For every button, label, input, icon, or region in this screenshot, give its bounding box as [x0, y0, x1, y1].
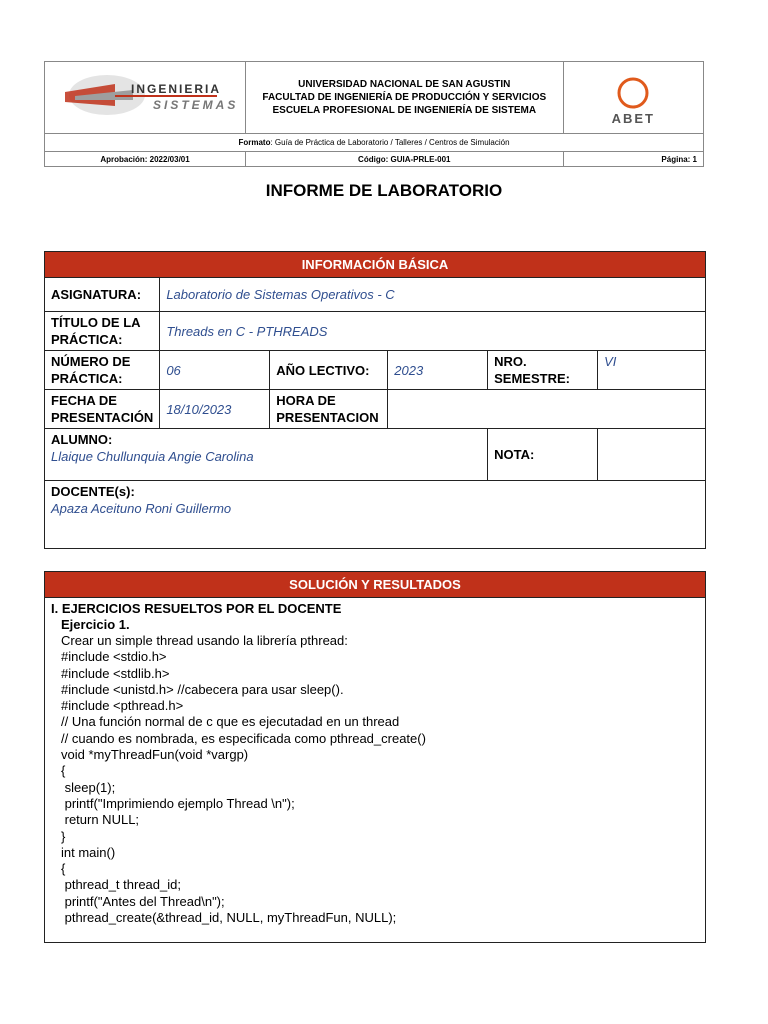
alumno-value: Llaique Chullunquia Angie Carolina [51, 449, 254, 464]
format-label: Formato [238, 138, 271, 147]
nota-value [598, 429, 706, 481]
code-line: Crear un simple thread usando la librería pthread: [61, 633, 348, 648]
code-line: // cuando es nombrada, es especificada como pthread_create() [61, 730, 426, 746]
nota-label: NOTA: [488, 429, 598, 481]
school-name: ESCUELA PROFESIONAL DE INGENIERÍA DE SISTEMA [272, 105, 537, 116]
code-line: printf("Imprimiendo ejemplo Thread \n"); [61, 795, 295, 811]
code-line: // Una función normal de c que es ejecutadad en un thread [61, 714, 400, 730]
anio-label: AÑO LECTIVO: [270, 351, 388, 390]
titulo-label: TÍTULO DE LA PRÁCTICA: [45, 312, 160, 351]
university-cell [246, 62, 564, 134]
code-line: pthread_create(&thread_id, NULL, myThreadFun, NULL); [61, 910, 397, 926]
logo-line2: SISTEMAS [153, 98, 239, 112]
asignatura-value: Laboratorio de Sistemas Operativos - C [160, 278, 706, 312]
approval-date: Aprobación: 2022/03/01 [45, 152, 246, 167]
abet-cell [563, 62, 703, 134]
code-line: #include <stdlib.h> [61, 665, 170, 681]
format-row [45, 134, 704, 152]
university-name: UNIVERSIDAD NACIONAL DE SAN AGUSTIN [298, 79, 511, 90]
code-line: pthread_t thread_id; [61, 877, 181, 893]
code-line: int main() [61, 844, 116, 860]
section-title: I. EJERCICIOS RESUELTOS POR EL DOCENTE [51, 601, 342, 616]
code-line: #include <pthread.h> [61, 698, 184, 714]
alumno-cell [45, 429, 488, 481]
numero-label: NÚMERO DE PRÁCTICA: [45, 351, 160, 390]
fecha-label: FECHA DE PRESENTACIÓN [45, 390, 160, 429]
code-line: #include <stdio.h> [61, 649, 167, 665]
document-header [44, 61, 704, 167]
solution-heading: SOLUCIÓN Y RESULTADOS [45, 572, 706, 598]
exercise-title: Ejercicio 1. [61, 617, 130, 632]
code-block [51, 633, 699, 926]
titulo-value: Threads en C - PTHREADS [160, 312, 706, 351]
code-line: { [61, 763, 66, 779]
solution-table [44, 571, 706, 943]
format-value: : Guía de Práctica de Laboratorio / Talleres / Centros de Simulación [270, 138, 510, 147]
page-title: INFORME DE LABORATORIO [265, 181, 503, 200]
abet-label: ABET [611, 110, 655, 126]
logo-cell [45, 62, 246, 134]
code-line: printf("Antes del Thread\n"); [61, 893, 225, 909]
docente-value: Apaza Aceituno Roni Guillermo [51, 501, 232, 516]
logo-line1: INGENIERIA [131, 82, 222, 96]
semestre-label: NRO. SEMESTRE: [488, 351, 598, 390]
basic-info-heading: INFORMACIÓN BÁSICA [45, 252, 706, 278]
page-number: Página: 1 [563, 152, 703, 167]
code-line: void *myThreadFun(void *vargp) [61, 747, 249, 763]
alumno-label: ALUMNO: [51, 432, 113, 447]
code-line: sleep(1); [61, 779, 116, 795]
abet-logo-ring [613, 76, 653, 110]
anio-value: 2023 [388, 351, 488, 390]
hora-value [388, 390, 706, 429]
docente-label: DOCENTE(s): [51, 484, 135, 499]
fecha-value: 18/10/2023 [160, 390, 270, 429]
code-line: #include <unistd.h> //cabecera para usar sleep(). [61, 681, 344, 697]
document-code: Código: GUIA-PRLE-001 [246, 152, 564, 167]
basic-info-table [44, 251, 706, 549]
hora-label: HORA DE PRESENTACION [270, 390, 388, 429]
code-line: { [61, 861, 66, 877]
semestre-value: VI [598, 351, 706, 390]
asignatura-label: ASIGNATURA: [45, 278, 160, 312]
solution-body [45, 598, 706, 943]
code-line: return NULL; [61, 812, 140, 828]
code-line: } [61, 828, 66, 844]
docente-cell [45, 481, 706, 549]
numero-value: 06 [160, 351, 270, 390]
faculty-name: FACULTAD DE INGENIERÍA DE PRODUCCIÓN Y SERVICIOS [262, 92, 547, 103]
